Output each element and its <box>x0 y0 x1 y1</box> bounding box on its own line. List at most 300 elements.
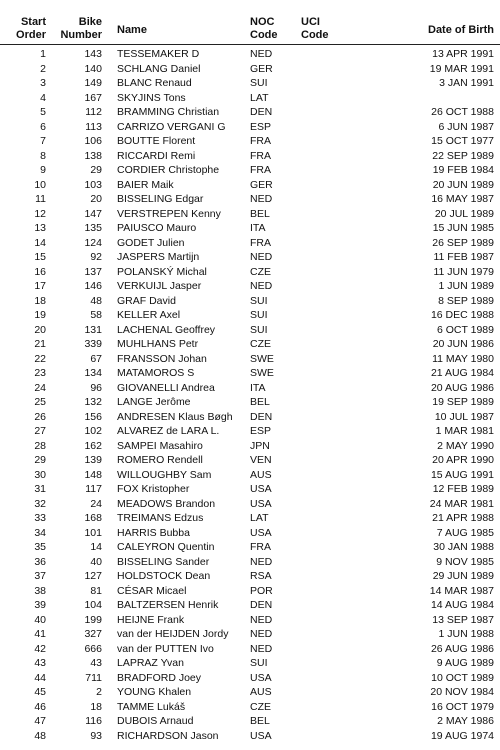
bike-number-cell: 327 <box>84 628 102 640</box>
header-start-order <box>10 16 46 42</box>
table-row <box>0 468 500 483</box>
date-of-birth-cell: 30 JAN 1988 <box>433 541 494 553</box>
noc-code-cell: LAT <box>250 512 269 524</box>
start-order-cell: 8 <box>40 149 46 162</box>
noc-code-cell: CZE <box>250 700 271 713</box>
rider-name-cell: SAMPEI Masahiro <box>117 439 203 452</box>
date-of-birth-cell: 8 SEP 1989 <box>438 294 494 307</box>
start-order-cell: 15 <box>34 251 46 263</box>
rider-name-cell: CÉSAR Micael <box>117 584 187 597</box>
table-row <box>0 424 500 439</box>
noc-code-cell: ITA <box>250 222 266 234</box>
date-of-birth-cell: 16 DEC 1988 <box>430 309 494 321</box>
bike-number-cell: 106 <box>84 135 102 147</box>
date-of-birth-cell: 1 JUN 1989 <box>438 280 494 292</box>
noc-code-cell: RSA <box>250 570 272 582</box>
rider-name-cell: TESSEMAKER D <box>117 48 200 60</box>
table-row <box>0 410 500 425</box>
bike-number-cell: 143 <box>84 48 102 60</box>
rider-name-cell: GRAF David <box>117 294 176 307</box>
start-order-cell: 25 <box>34 396 46 408</box>
noc-code-cell: CZE <box>250 338 271 350</box>
bike-number-cell: 29 <box>90 164 102 176</box>
bike-number-cell: 92 <box>90 251 102 263</box>
bike-number-cell: 112 <box>85 106 102 118</box>
date-of-birth-cell: 6 JUN 1987 <box>438 120 494 133</box>
start-order-cell: 42 <box>34 642 46 655</box>
noc-code-cell: AUS <box>250 686 272 698</box>
header-noc-code <box>250 16 278 42</box>
date-of-birth-cell: 19 FEB 1984 <box>432 164 494 176</box>
table-row <box>0 192 500 207</box>
start-order-cell: 18 <box>34 294 46 307</box>
date-of-birth-cell: 16 MAY 1987 <box>431 193 494 205</box>
date-of-birth-cell: 1 JUN 1988 <box>438 628 494 640</box>
header-date-of-birth: Date of Birth <box>428 24 494 36</box>
start-order-cell: 33 <box>34 512 46 524</box>
noc-code-cell: CZE <box>250 265 271 278</box>
noc-code-cell: SWE <box>250 367 274 379</box>
start-order-cell: 12 <box>34 207 46 220</box>
bike-number-cell: 162 <box>84 439 102 452</box>
noc-code-cell: AUS <box>250 468 272 481</box>
bike-number-cell: 20 <box>90 193 102 205</box>
bike-number-cell: 2 <box>96 686 102 698</box>
rider-name-cell: VERKUIJL Jasper <box>117 280 202 292</box>
start-order-cell: 27 <box>34 425 46 437</box>
bike-number-cell: 101 <box>84 526 102 539</box>
table-row <box>0 149 500 164</box>
rider-name-cell: JASPERS Martijn <box>117 251 200 263</box>
bike-number-cell: 135 <box>84 222 102 234</box>
bike-number-cell: 18 <box>90 700 102 713</box>
start-order-cell: 31 <box>34 483 46 495</box>
rider-name-cell: POLANSKÝ Michal <box>117 265 207 278</box>
bike-number-cell: 137 <box>84 265 102 278</box>
noc-code-cell: NED <box>250 280 273 292</box>
rider-name-cell: BAIER Maik <box>117 178 174 191</box>
rider-name-cell: BRAMMING Christian <box>117 106 220 118</box>
date-of-birth-cell: 3 JAN 1991 <box>439 77 494 89</box>
table-row <box>0 62 500 77</box>
start-order-cell: 46 <box>34 700 46 713</box>
start-order-cell: 38 <box>34 584 46 597</box>
start-order-cell: 48 <box>34 729 46 742</box>
noc-code-cell: NED <box>250 642 273 655</box>
date-of-birth-cell: 11 FEB 1987 <box>433 251 494 263</box>
noc-code-cell: JPN <box>250 439 270 452</box>
noc-code-cell: BEL <box>250 715 270 727</box>
noc-code-cell: NED <box>250 628 273 640</box>
start-order-cell: 41 <box>34 628 46 640</box>
date-of-birth-cell: 20 NOV 1984 <box>430 686 494 698</box>
date-of-birth-cell: 20 AUG 1986 <box>430 381 494 394</box>
noc-code-cell: DEN <box>250 599 273 611</box>
table-row <box>0 642 500 657</box>
date-of-birth-cell: 29 JUN 1989 <box>432 570 494 582</box>
noc-code-cell: VEN <box>250 454 272 466</box>
bike-number-cell: 117 <box>85 483 102 495</box>
table-row <box>0 439 500 454</box>
table-row <box>0 279 500 294</box>
rider-name-cell: BLANC Renaud <box>117 77 192 89</box>
header-bike-number-line2: Number <box>60 29 102 41</box>
date-of-birth-cell: 2 MAY 1986 <box>437 715 494 727</box>
bike-number-cell: 127 <box>84 570 102 582</box>
noc-code-cell: SUI <box>250 657 268 669</box>
date-of-birth-cell: 26 OCT 1988 <box>431 106 494 118</box>
noc-code-cell: FRA <box>250 149 271 162</box>
noc-code-cell: NED <box>250 48 273 60</box>
start-order-cell: 11 <box>35 193 46 205</box>
start-order-cell: 37 <box>34 570 46 582</box>
noc-code-cell: BEL <box>250 396 270 408</box>
header-start-order-line2: Order <box>16 29 46 41</box>
start-order-cell: 35 <box>34 541 46 553</box>
start-order-cell: 4 <box>40 91 46 104</box>
noc-code-cell: GER <box>250 62 273 75</box>
table-row <box>0 91 500 106</box>
date-of-birth-cell: 24 MAR 1981 <box>429 497 494 510</box>
table-row <box>0 627 500 642</box>
header-uci-code-line2: Code <box>301 29 329 41</box>
noc-code-cell: USA <box>250 671 272 684</box>
date-of-birth-cell: 15 OCT 1977 <box>431 135 494 147</box>
start-order-cell: 28 <box>34 439 46 452</box>
start-order-cell: 10 <box>34 178 46 191</box>
date-of-birth-cell: 9 NOV 1985 <box>436 555 494 568</box>
header-noc-code-line1: NOC <box>250 16 275 28</box>
date-of-birth-cell: 26 AUG 1986 <box>430 642 494 655</box>
date-of-birth-cell: 15 AUG 1991 <box>430 468 494 481</box>
noc-code-cell: ESP <box>250 425 272 437</box>
table-row <box>0 714 500 729</box>
table-row <box>0 236 500 251</box>
table-row <box>0 294 500 309</box>
date-of-birth-cell: 21 APR 1988 <box>432 512 494 524</box>
rider-name-cell: BISSELING Edgar <box>117 193 204 205</box>
date-of-birth-cell: 20 JUN 1986 <box>432 338 494 350</box>
date-of-birth-cell: 7 AUG 1985 <box>436 526 494 539</box>
table-row <box>0 265 500 280</box>
rider-name-cell: FOX Kristopher <box>117 483 190 495</box>
bike-number-cell: 93 <box>90 729 102 742</box>
bike-number-cell: 131 <box>84 323 102 336</box>
bike-number-cell: 81 <box>90 584 102 597</box>
date-of-birth-cell: 19 MAR 1991 <box>429 62 494 75</box>
start-order-cell: 40 <box>34 613 46 626</box>
date-of-birth-cell: 14 MAR 1987 <box>429 584 494 597</box>
date-of-birth-cell: 12 FEB 1989 <box>432 483 494 495</box>
date-of-birth-cell: 2 MAY 1990 <box>437 439 494 452</box>
start-order-cell: 2 <box>40 62 46 75</box>
bike-number-cell: 156 <box>84 410 102 423</box>
table-row <box>0 352 500 367</box>
start-order-cell: 22 <box>34 352 46 365</box>
bike-number-cell: 138 <box>84 149 102 162</box>
noc-code-cell: ITA <box>250 381 266 394</box>
date-of-birth-cell: 19 AUG 1974 <box>430 729 494 742</box>
table-row <box>0 555 500 570</box>
start-order-cell: 30 <box>34 468 46 481</box>
date-of-birth-cell: 20 APR 1990 <box>432 454 494 466</box>
rider-name-cell: SCHLANG Daniel <box>117 62 201 75</box>
start-order-cell: 13 <box>34 222 46 234</box>
start-order-cell: 24 <box>34 381 46 394</box>
start-order-cell: 26 <box>34 410 46 423</box>
rider-name-cell: BALTZERSEN Henrik <box>117 599 219 611</box>
start-order-cell: 17 <box>34 280 46 292</box>
noc-code-cell: USA <box>250 497 272 510</box>
table-row <box>0 685 500 700</box>
bike-number-cell: 103 <box>84 178 102 191</box>
bike-number-cell: 140 <box>84 62 102 75</box>
rider-name-cell: FRANSSON Johan <box>117 352 207 365</box>
bike-number-cell: 43 <box>90 657 102 669</box>
rider-name-cell: LACHENAL Geoffrey <box>117 323 216 336</box>
start-order-cell: 47 <box>34 715 46 727</box>
date-of-birth-cell: 13 SEP 1987 <box>432 613 494 626</box>
start-order-cell: 34 <box>34 526 46 539</box>
date-of-birth-cell: 6 OCT 1989 <box>436 323 494 336</box>
bike-number-cell: 104 <box>84 599 102 611</box>
rider-name-cell: SKYJINS Tons <box>117 91 186 104</box>
table-row <box>0 540 500 555</box>
bike-number-cell: 167 <box>84 91 102 104</box>
rider-name-cell: RICCARDI Remi <box>117 149 196 162</box>
date-of-birth-cell: 19 SEP 1989 <box>432 396 494 408</box>
table-row <box>0 250 500 265</box>
table-row <box>0 526 500 541</box>
bike-number-cell: 113 <box>85 120 102 133</box>
table-row <box>0 598 500 613</box>
rider-name-cell: LAPRAZ Yvan <box>117 657 184 669</box>
start-order-cell: 20 <box>34 323 46 336</box>
rider-name-cell: van der HEIJDEN Jordy <box>117 628 229 640</box>
bike-number-cell: 146 <box>84 280 102 292</box>
date-of-birth-cell: 20 JUL 1989 <box>434 207 494 220</box>
noc-code-cell: NED <box>250 555 273 568</box>
rider-name-cell: DUBOIS Arnaud <box>117 715 194 727</box>
rider-name-cell: BRADFORD Joey <box>117 671 202 684</box>
table-row <box>0 395 500 410</box>
date-of-birth-cell: 20 JUN 1989 <box>432 178 494 191</box>
table-header <box>0 14 500 45</box>
start-order-cell: 23 <box>34 367 46 379</box>
table-row <box>0 308 500 323</box>
bike-number-cell: 134 <box>84 367 102 379</box>
start-order-cell: 32 <box>34 497 46 510</box>
table-row <box>0 105 500 120</box>
table-row <box>0 511 500 526</box>
rider-name-cell: LANGE Jerôme <box>117 396 191 408</box>
noc-code-cell: USA <box>250 729 272 742</box>
start-order-cell: 16 <box>34 265 46 278</box>
start-order-cell: 7 <box>40 135 46 147</box>
rider-name-cell: MEADOWS Brandon <box>117 497 216 510</box>
rider-name-cell: BOUTTE Florent <box>117 135 196 147</box>
start-order-cell: 3 <box>40 77 46 89</box>
bike-number-cell: 168 <box>84 512 102 524</box>
start-order-cell: 9 <box>40 164 46 176</box>
table-row <box>0 178 500 193</box>
start-order-cell: 36 <box>34 555 46 568</box>
bike-number-cell: 40 <box>90 555 102 568</box>
bike-number-cell: 139 <box>84 454 102 466</box>
noc-code-cell: SUI <box>250 77 268 89</box>
date-of-birth-cell: 1 MAR 1981 <box>435 425 494 437</box>
noc-code-cell: NED <box>250 193 273 205</box>
bike-number-cell: 48 <box>90 294 102 307</box>
rider-name-cell: PAIUSCO Mauro <box>117 222 197 234</box>
start-order-cell: 5 <box>40 106 46 118</box>
rider-name-cell: GODET Julien <box>117 236 185 249</box>
date-of-birth-cell: 9 AUG 1989 <box>436 657 494 669</box>
start-order-cell: 45 <box>34 686 46 698</box>
table-row <box>0 729 500 744</box>
rider-name-cell: TAMME Lukáš <box>117 700 186 713</box>
noc-code-cell: SUI <box>250 323 268 336</box>
rider-name-cell: HARRIS Bubba <box>117 526 190 539</box>
rider-name-cell: BISSELING Sander <box>117 555 210 568</box>
header-uci-code <box>301 16 329 42</box>
noc-code-cell: GER <box>250 178 273 191</box>
rider-name-cell: HEIJNE Frank <box>117 613 185 626</box>
start-order-cell: 43 <box>34 657 46 669</box>
rider-name-cell: van der PUTTEN Ivo <box>117 642 214 655</box>
rider-name-cell: TREIMANS Edzus <box>117 512 204 524</box>
noc-code-cell: DEN <box>250 106 273 118</box>
table-row <box>0 323 500 338</box>
start-order-cell: 6 <box>40 120 46 133</box>
rider-name-cell: CARRIZO VERGANI G <box>117 120 226 133</box>
table-row <box>0 482 500 497</box>
noc-code-cell: FRA <box>250 135 271 147</box>
bike-number-cell: 132 <box>84 396 102 408</box>
header-noc-code-line2: Code <box>250 29 278 41</box>
table-row <box>0 366 500 381</box>
rider-name-cell: HOLDSTOCK Dean <box>117 570 211 582</box>
date-of-birth-cell: 14 AUG 1984 <box>430 599 494 611</box>
rider-name-cell: VERSTREPEN Kenny <box>117 207 221 220</box>
rider-name-cell: GIOVANELLI Andrea <box>117 381 215 394</box>
table-row <box>0 671 500 686</box>
rider-name-cell: ROMERO Rendell <box>117 454 203 466</box>
noc-code-cell: ESP <box>250 120 272 133</box>
table-row <box>0 207 500 222</box>
rider-name-cell: YOUNG Khalen <box>117 686 192 698</box>
table-row <box>0 337 500 352</box>
noc-code-cell: DEN <box>250 410 273 423</box>
start-order-cell: 44 <box>34 671 46 684</box>
date-of-birth-cell: 15 JUN 1985 <box>432 222 494 234</box>
table-row <box>0 163 500 178</box>
table-row <box>0 700 500 715</box>
date-of-birth-cell: 10 OCT 1989 <box>431 671 494 684</box>
header-bike-number-line1: Bike <box>78 16 102 28</box>
bike-number-cell: 147 <box>84 207 102 220</box>
table-row <box>0 613 500 628</box>
date-of-birth-cell: 11 JUN 1979 <box>433 265 494 278</box>
rider-name-cell: CALEYRON Quentin <box>117 541 215 553</box>
noc-code-cell: NED <box>250 251 273 263</box>
bike-number-cell: 339 <box>84 338 102 350</box>
start-order-cell: 14 <box>34 236 46 249</box>
bike-number-cell: 666 <box>84 642 102 655</box>
header-uci-code-line1: UCI <box>301 16 320 28</box>
start-order-cell: 1 <box>40 48 46 60</box>
noc-code-cell: FRA <box>250 164 271 176</box>
table-row <box>0 569 500 584</box>
header-bike-number <box>50 16 102 42</box>
noc-code-cell: USA <box>250 483 272 495</box>
date-of-birth-cell: 13 APR 1991 <box>432 48 494 60</box>
rider-name-cell: MUHLHANS Petr <box>117 338 199 350</box>
bike-number-cell: 711 <box>85 671 102 684</box>
date-of-birth-cell: 11 MAY 1980 <box>432 352 494 365</box>
bike-number-cell: 124 <box>84 236 102 249</box>
rider-name-cell: CORDIER Christophe <box>117 164 220 176</box>
rider-name-cell: KELLER Axel <box>117 309 181 321</box>
start-order-cell: 19 <box>34 309 46 321</box>
noc-code-cell: SWE <box>250 352 274 365</box>
start-order-cell: 21 <box>34 338 46 350</box>
start-order-cell: 29 <box>34 454 46 466</box>
table-body <box>0 47 500 743</box>
table-row <box>0 584 500 599</box>
start-order-cell: 39 <box>34 599 46 611</box>
rider-name-cell: ANDRESEN Klaus Bøgh <box>117 410 233 423</box>
table-row <box>0 120 500 135</box>
bike-number-cell: 116 <box>85 715 102 727</box>
noc-code-cell: BEL <box>250 207 270 220</box>
bike-number-cell: 58 <box>90 309 102 321</box>
bike-number-cell: 102 <box>84 425 102 437</box>
noc-code-cell: FRA <box>250 541 271 553</box>
table-row <box>0 134 500 149</box>
rider-name-cell: MATAMOROS S <box>117 367 195 379</box>
table-row <box>0 453 500 468</box>
rider-name-cell: WILLOUGHBY Sam <box>117 468 212 481</box>
noc-code-cell: NED <box>250 613 273 626</box>
rider-name-cell: ALVAREZ de LARA L. <box>117 425 220 437</box>
bike-number-cell: 96 <box>90 381 102 394</box>
table-row <box>0 47 500 62</box>
bike-number-cell: 148 <box>84 468 102 481</box>
rider-name-cell: RICHARDSON Jason <box>117 729 219 742</box>
date-of-birth-cell: 22 SEP 1989 <box>432 149 494 162</box>
bike-number-cell: 14 <box>90 541 102 553</box>
noc-code-cell: USA <box>250 526 272 539</box>
noc-code-cell: SUI <box>250 294 268 307</box>
table-row <box>0 381 500 396</box>
noc-code-cell: SUI <box>250 309 268 321</box>
date-of-birth-cell: 21 AUG 1984 <box>430 367 494 379</box>
noc-code-cell: FRA <box>250 236 271 249</box>
header-start-order-line1: Start <box>20 16 46 28</box>
bike-number-cell: 149 <box>84 77 102 89</box>
table-row <box>0 76 500 91</box>
bike-number-cell: 199 <box>84 613 102 626</box>
table-row <box>0 656 500 671</box>
bike-number-cell: 24 <box>90 497 102 510</box>
noc-code-cell: LAT <box>250 91 269 104</box>
date-of-birth-cell: 26 SEP 1989 <box>432 236 494 249</box>
date-of-birth-cell: 16 OCT 1979 <box>431 700 494 713</box>
noc-code-cell: POR <box>250 584 273 597</box>
table-row <box>0 497 500 512</box>
date-of-birth-cell: 10 JUL 1987 <box>434 410 494 423</box>
